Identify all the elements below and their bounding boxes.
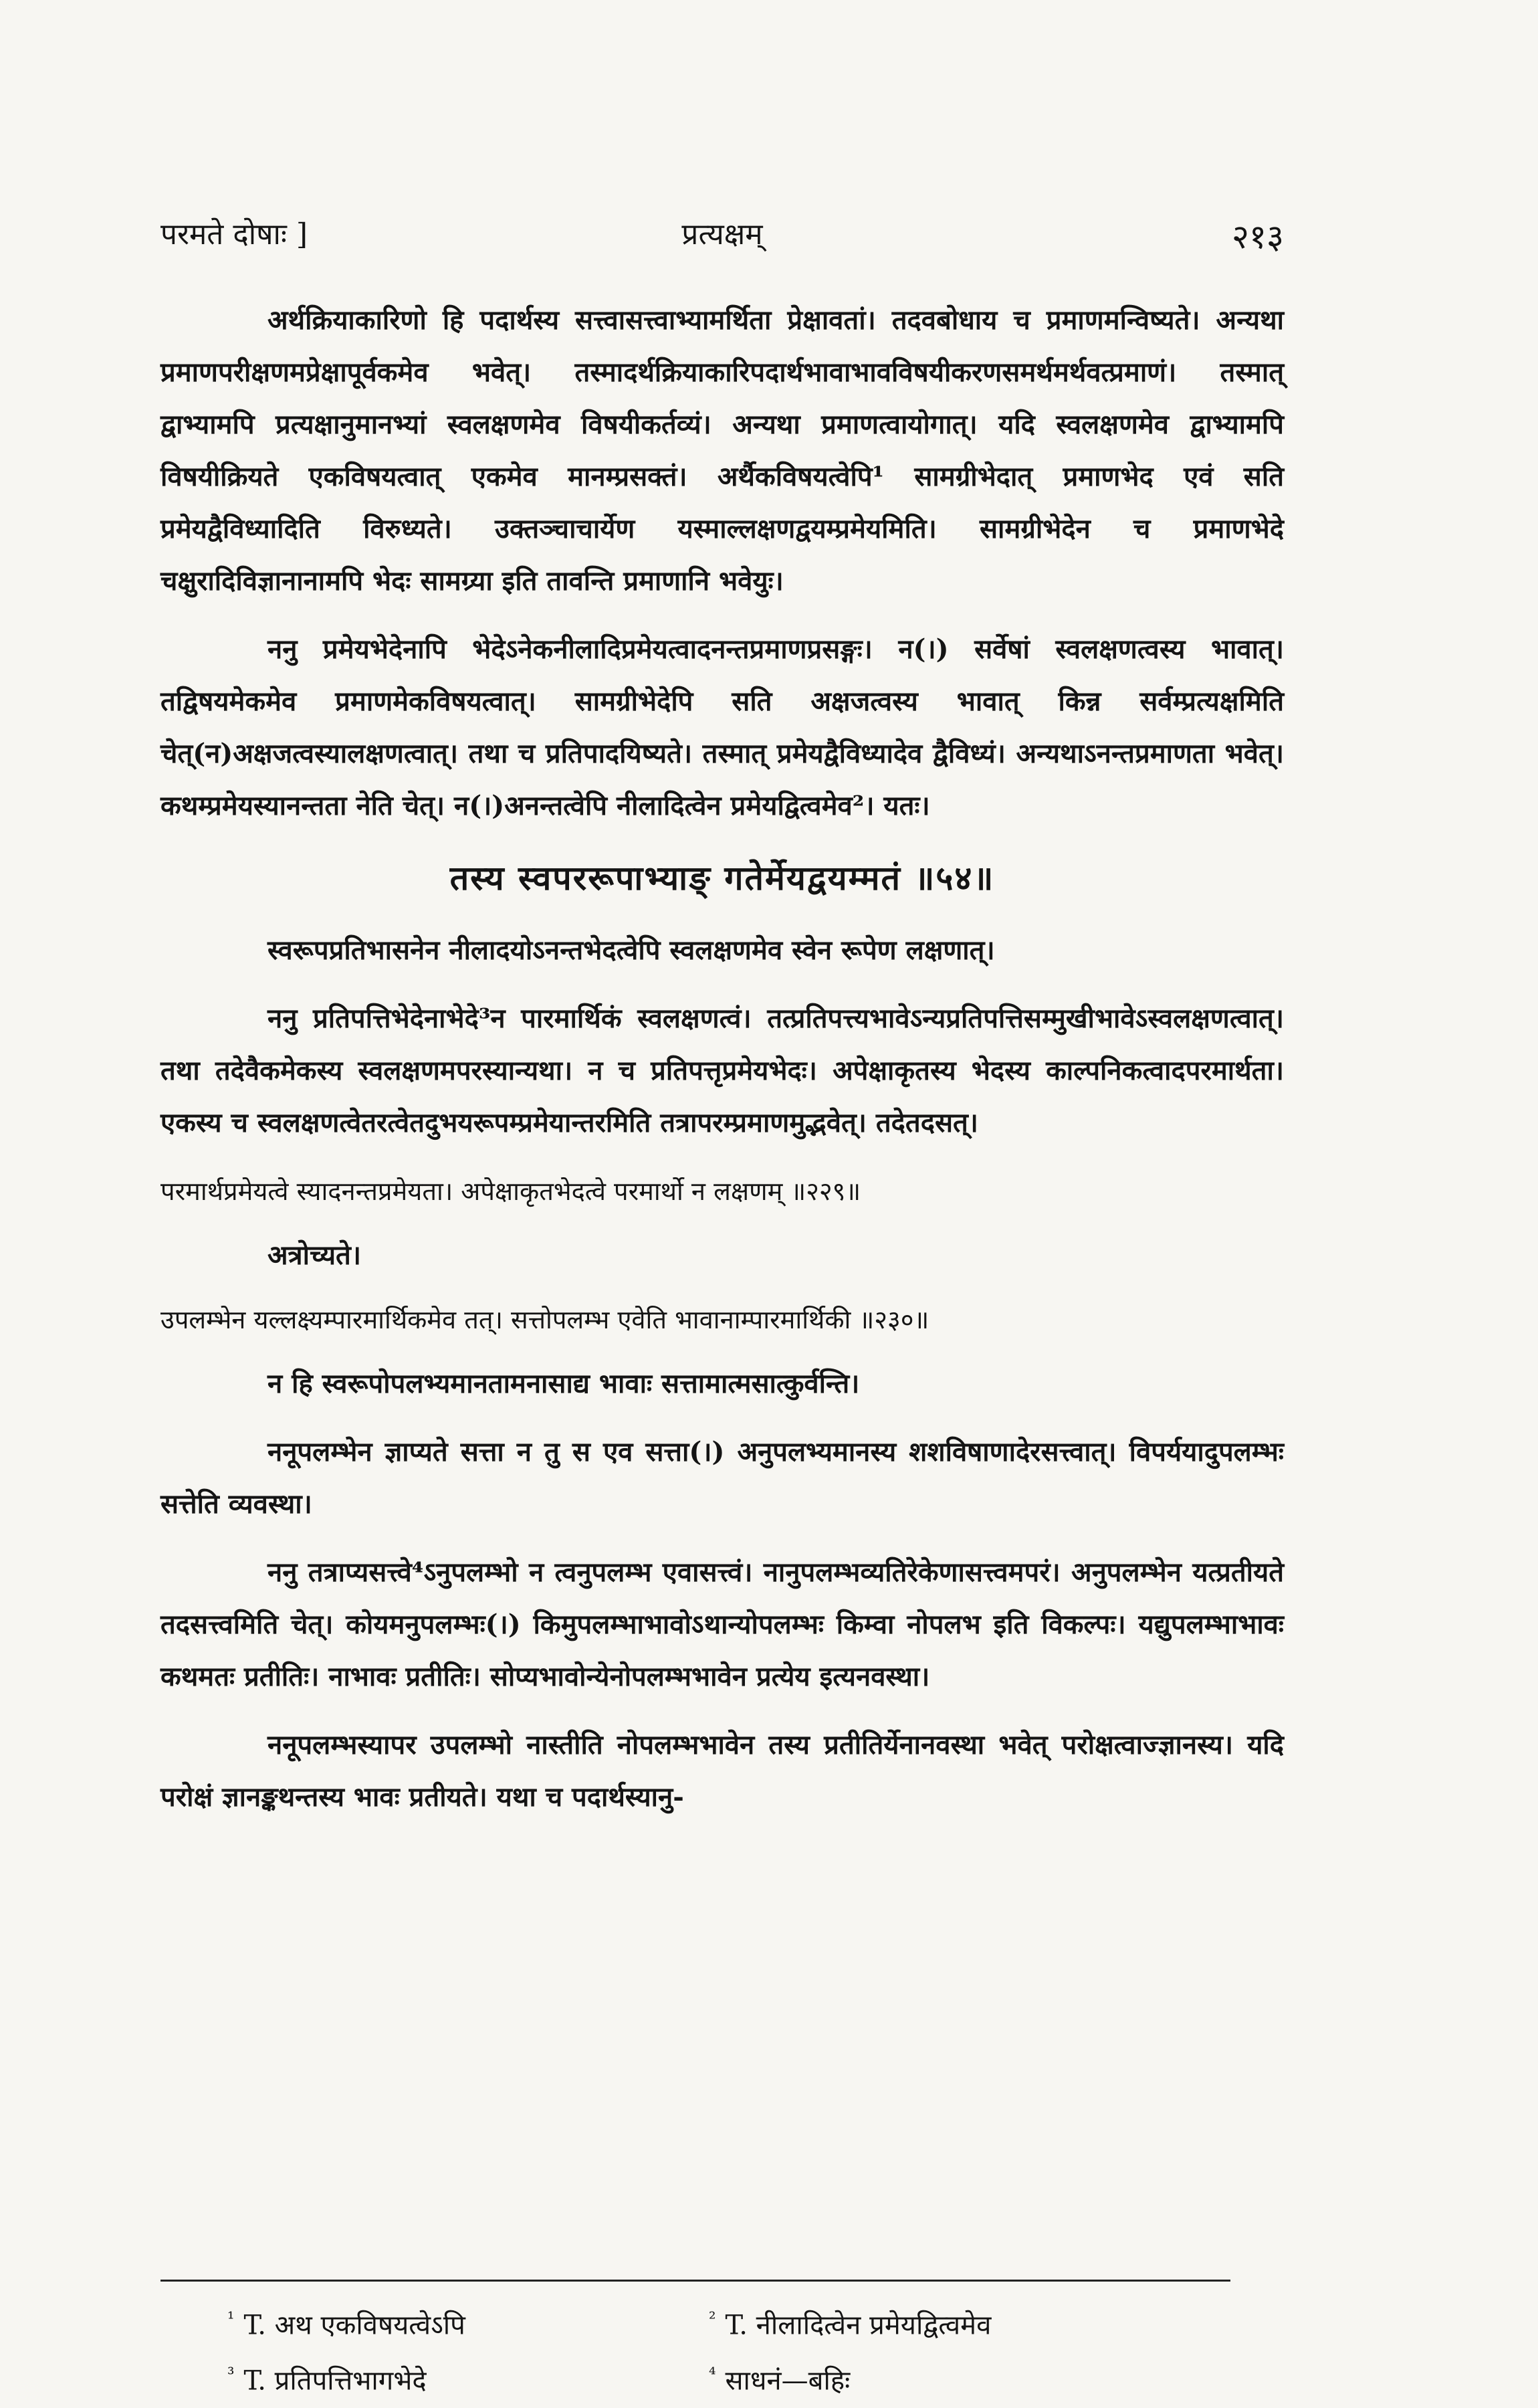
running-header: [160, 213, 1284, 273]
footnote-mark: ³: [227, 2365, 235, 2385]
atrochyate-line: अत्रोच्यते।: [267, 1239, 361, 1271]
section-title: परमते दोषाः ]: [160, 217, 308, 252]
footnote-text: T. अथ एकविषयत्वेऽपि: [243, 2310, 465, 2341]
footnote-mark: ⁴: [709, 2365, 716, 2385]
footnote-mark: ²: [709, 2309, 716, 2329]
footnote-row: [227, 2350, 1284, 2405]
footnote: [227, 2350, 709, 2405]
footnote: [227, 2294, 709, 2350]
body-text: [160, 294, 1284, 1839]
paragraph: ननु प्रतिपत्तिभेदेनाभेदे³न पारमार्थिकं स्वलक्षणत्वं। तत्प्रतिपत्त्यभावेऽन्यप्रतिपत्तिसम्मुखीभावेऽस्वलक्षणत्वात्। तथा तदेवैकमेकस्य स्वलक्षणमपरस्यान्यथा। न च प्रतिपत्तृप्रमेयभेदः। अपेक्षाकृतस्य भेदस्य काल्पनिकत्वादपरमार्थता। एकस्य च स्वलक्षणत्वेतरत्वेतदुभयरूपम्प्रमेयान्तरमिति तत्रापरम्प्रमाणमुद्भवेत्। तदेतदसत्।: [160, 1003, 1284, 1138]
footnote-row: [227, 2294, 1284, 2350]
paragraph: स्वरूपप्रतिभासनेन नीलादयोऽनन्तभेदत्वेपि स्वलक्षणमेव स्वेन रूपेण लक्षणात्।: [267, 934, 995, 966]
karika-verse: उपलम्भेन यल्लक्ष्यम्पारमार्थिकमेव तत्। सत्तोपलम्भ एवेति भावानाम्पारमार्थिकी ॥२३०॥: [160, 1305, 929, 1334]
verse-heading: तस्य स्वपररूपाभ्याङ् गतेर्मेयद्वयम्मतं ॥५४॥: [449, 858, 995, 898]
footnote-text: T. प्रतिपत्तिभागभेदे: [243, 2365, 427, 2397]
footnote-mark: ¹: [227, 2309, 235, 2329]
footnote: [709, 2294, 1190, 2350]
paragraph: ननु तत्राप्यसत्त्वे⁴ऽनुपलम्भो न त्वनुपलम्भ एवासत्त्वं। नानुपलम्भव्यतिरेकेणासत्त्वमपरं। अनुपलम्भेन यत्प्रतीयते तदसत्त्वमिति चेत्। कोयमनुपलम्भः(।) किमुपलम्भाभावोऽथान्योपलम्भः किम्वा नोपलभ इति विकल्पः। यद्युपलम्भाभावः कथमतः प्रतीतिः। नाभावः प्रतीतिः। सोप्यभावोन्येनोपलम्भभावेन प्रत्येय इत्यनवस्था।: [160, 1557, 1284, 1692]
paragraph: ननु प्रमेयभेदेनापि भेदेऽनेकनीलादिप्रमेयत्वादनन्तप्रमाणप्रसङ्गः। न(।) सर्वेषां स्वलक्षणत्वस्य भावात्। तद्विषयमेकमेव प्रमाणमेकविषयत्वात्। सामग्रीभेदेपि सति अक्षजत्वस्य भावात् किन्न सर्वम्प्रत्यक्षमिति चेत्(न)अक्षजत्वस्यालक्षणत्वात्। तथा च प्रतिपादयिष्यते। तस्मात् प्रमेयद्वैविध्यादेव द्वैविध्यं। अन्यथाऽनन्तप्रमाणता भवेत्। कथम्प्रमेयस्यानन्तता नेति चेत्। न(।)अनन्तत्वेपि नीलादित्वेन प्रमेयद्वित्वमेव²। यतः।: [160, 633, 1284, 821]
paragraph: ननूपलम्भस्यापर उपलम्भो नास्तीति नोपलम्भभावेन तस्य प्रतीतिर्येनानवस्था भवेत् परोक्षत्वाज्ज्ञानस्य। यदि परोक्षं ज्ञानङ्कथन्तस्य भावः प्रतीयते। यथा च पदार्थस्यानु-: [160, 1729, 1284, 1813]
footnote-divider: [160, 2280, 1230, 2282]
footnote-text: साधनं—बहिः: [725, 2365, 851, 2397]
paragraph: न हि स्वरूपोपलभ्यमानतामनासाद्य भावाः सत्तामात्मसात्कुर्वन्ति।: [267, 1368, 860, 1399]
paragraph: ननूपलम्भेन ज्ञाप्यते सत्ता न तु स एव सत्ता(।) अनुपलभ्यमानस्य शशविषाणादेरसत्त्वात्। विपर्ययादुपलम्भः सत्तेति व्यवस्था।: [160, 1436, 1284, 1520]
footnote: [709, 2350, 1190, 2405]
footnote-text: T. नीलादित्वेन प्रमेयद्वित्वमेव: [725, 2310, 992, 2341]
paragraph: अर्थक्रियाकारिणो हि पदार्थस्य सत्त्वासत्त्वाभ्यामर्थिता प्रेक्षावतां। तदवबोधाय च प्रमाणमन्विष्यते। अन्यथा प्रमाणपरीक्षणमप्रेक्षापूर्वकमेव भवेत्। तस्मादर्थक्रियाकारिपदार्थभावाभावविषयीकरणसमर्थमर्थवत्प्रमाणं। तस्मात् द्वाभ्यामपि प्रत्यक्षानुमानभ्यां स्वलक्षणमेव विषयीकर्तव्यं। अन्यथा प्रमाणत्वायोगात्। यदि स्वलक्षणमेव द्वाभ्यामपि विषयीक्रियते एकविषयत्वात् एकमेव मानम्प्रसक्तं। अर्थैकविषयत्वेपि¹ सामग्रीभेदात् प्रमाणभेद एवं सति प्रमेयद्वैविध्यादिति विरुध्यते। उक्तञ्चाचार्येण यस्माल्लक्षणद्वयम्प्रमेयमिति। सामग्रीभेदेन च प्रमाणभेदे चक्षुरादिविज्ञानानामपि भेदः सामग्र्या इति तावन्ति प्रमाणानि भवेयुः।: [160, 304, 1284, 597]
karika-verse: परमार्थप्रमेयत्वे स्यादनन्तप्रमेयता। अपेक्षाकृतभेदत्वे परमार्थो न लक्षणम् ॥२२९॥: [160, 1177, 861, 1206]
chapter-title: प्रत्यक्षम्: [681, 217, 763, 252]
page-number: २१३: [1232, 217, 1284, 256]
footnotes: [227, 2294, 1284, 2406]
